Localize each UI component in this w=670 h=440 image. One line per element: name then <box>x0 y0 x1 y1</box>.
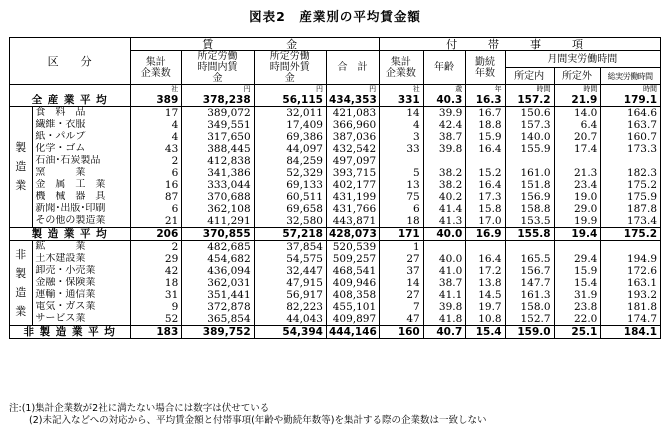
value-cell: 409,946 <box>326 277 379 289</box>
value-cell: 482,685 <box>182 241 254 254</box>
value-cell: 37 <box>380 265 424 277</box>
summary-value: 16.3 <box>466 94 505 107</box>
value-cell: 42.4 <box>423 119 466 131</box>
value-cell: 41.1 <box>423 289 466 301</box>
value-cell: 15.9 <box>554 265 601 277</box>
header-nenrei: 年齢 <box>423 51 466 85</box>
value-cell: 388,445 <box>182 143 254 155</box>
value-cell: 37,854 <box>254 241 326 254</box>
header-h-gai: 所定外 <box>554 68 601 85</box>
value-cell: 421,083 <box>326 107 379 120</box>
value-cell: 402,177 <box>326 179 379 191</box>
table-row <box>10 167 661 179</box>
value-cell: 52 <box>131 313 182 326</box>
value-cell: 497,097 <box>326 155 379 167</box>
value-cell <box>601 241 661 254</box>
value-cell: 147.7 <box>505 277 554 289</box>
industry-label: 鉱 業 <box>33 241 131 254</box>
summary-value: 389 <box>131 94 182 107</box>
value-cell: 18.8 <box>466 119 505 131</box>
value-cell <box>505 155 554 167</box>
value-cell: 42 <box>131 265 182 277</box>
summary-value: 57,218 <box>254 228 326 241</box>
value-cell: 75 <box>380 191 424 203</box>
industry-label: 食 料 品 <box>33 107 131 120</box>
industry-label: 電気・ガス業 <box>33 301 131 313</box>
value-cell <box>554 155 601 167</box>
summary-label: 非 製 造 業 平 均 <box>10 326 131 339</box>
value-cell: 41.0 <box>423 265 466 277</box>
summary-value: 175.2 <box>601 228 661 241</box>
value-cell: 15.8 <box>466 203 505 215</box>
header-shukei2: 集計 企業数 <box>380 51 424 85</box>
value-cell: 164.6 <box>601 107 661 120</box>
industry-label: 金 属 工 業 <box>33 179 131 191</box>
value-cell: 409,897 <box>326 313 379 326</box>
value-cell: 333,044 <box>182 179 254 191</box>
industry-label: その他の製造業 <box>33 215 131 228</box>
value-cell: 31.9 <box>554 289 601 301</box>
value-cell: 14.5 <box>466 289 505 301</box>
value-cell: 44,097 <box>254 143 326 155</box>
value-cell: 43 <box>131 143 182 155</box>
value-cell: 69,658 <box>254 203 326 215</box>
summary-value: 40.3 <box>423 94 466 107</box>
page-title: 図表2 産業別の平均賃金額 <box>249 9 421 24</box>
value-cell: 32,447 <box>254 265 326 277</box>
header-kubun: 区 分 <box>10 38 131 85</box>
unit-row <box>10 85 661 95</box>
value-cell: 21 <box>131 215 182 228</box>
value-cell: 152.7 <box>505 313 554 326</box>
value-cell: 17.0 <box>466 215 505 228</box>
value-cell: 14.0 <box>554 107 601 120</box>
value-cell <box>601 155 661 167</box>
industry-label: 紙・パルプ <box>33 131 131 143</box>
value-cell: 52,329 <box>254 167 326 179</box>
summary-row <box>10 94 661 107</box>
value-cell: 6 <box>380 203 424 215</box>
value-cell: 29.0 <box>554 203 601 215</box>
unit-blank <box>10 85 131 95</box>
header-row <box>10 38 661 51</box>
value-cell: 182.3 <box>601 167 661 179</box>
summary-value: 25.1 <box>554 326 601 339</box>
summary-value: 160 <box>380 326 424 339</box>
value-cell: 5 <box>380 167 424 179</box>
industry-label: 機 械 器 具 <box>33 191 131 203</box>
group-label: 製 造 業 <box>10 107 33 228</box>
value-cell: 163.1 <box>601 277 661 289</box>
summary-value: 389,752 <box>182 326 254 339</box>
value-cell: 39.8 <box>423 301 466 313</box>
value-cell <box>466 241 505 254</box>
value-cell: 17 <box>131 107 182 120</box>
value-cell: 22.0 <box>554 313 601 326</box>
header-getsukan: 月間実労働時間 <box>505 51 660 68</box>
value-cell: 20.7 <box>554 131 601 143</box>
industry-label: 土木建設業 <box>33 253 131 265</box>
value-cell: 187.8 <box>601 203 661 215</box>
value-cell: 151.8 <box>505 179 554 191</box>
notes <box>9 403 487 427</box>
value-cell: 6 <box>131 203 182 215</box>
value-cell: 16 <box>131 179 182 191</box>
unit-label: 円 <box>326 85 379 95</box>
summary-value: 331 <box>380 94 424 107</box>
note-2: (2)未記入などへの対応から、平均賃金額と付帯事項(年齢や勤続年数等)を集計する際の企業数は一致しない <box>29 415 487 426</box>
value-cell: 16.4 <box>466 143 505 155</box>
value-cell: 27 <box>380 289 424 301</box>
industry-label: サービス業 <box>33 313 131 326</box>
table-row <box>10 313 661 326</box>
industry-label: 窯 業 <box>33 167 131 179</box>
value-cell: 365,854 <box>182 313 254 326</box>
industry-label: 繊維・衣服 <box>33 119 131 131</box>
unit-label: 時間 <box>505 85 554 95</box>
value-cell: 84,259 <box>254 155 326 167</box>
unit-label: 歳 <box>423 85 466 95</box>
summary-row <box>10 228 661 241</box>
summary-value: 171 <box>380 228 424 241</box>
value-cell: 33 <box>380 143 424 155</box>
table-row <box>10 179 661 191</box>
value-cell: 40.0 <box>423 253 466 265</box>
value-cell: 193.2 <box>601 289 661 301</box>
value-cell: 454,682 <box>182 253 254 265</box>
header-futai: 付 帯 事 項 <box>380 38 661 51</box>
unit-label: 年 <box>466 85 505 95</box>
value-cell: 411,291 <box>182 215 254 228</box>
value-cell: 18 <box>131 277 182 289</box>
value-cell: 509,257 <box>326 253 379 265</box>
value-cell: 39.9 <box>423 107 466 120</box>
table-row <box>10 277 661 289</box>
summary-value: 40.0 <box>423 228 466 241</box>
summary-value: 184.1 <box>601 326 661 339</box>
value-cell: 153.5 <box>505 215 554 228</box>
value-cell: 69,386 <box>254 131 326 143</box>
value-cell: 157.3 <box>505 119 554 131</box>
value-cell: 9 <box>131 301 182 313</box>
value-cell: 140.0 <box>505 131 554 143</box>
table-row <box>10 191 661 203</box>
value-cell: 156.9 <box>505 191 554 203</box>
header-h-nai: 所定内 <box>505 68 554 85</box>
value-cell: 69,133 <box>254 179 326 191</box>
value-cell: 173.4 <box>601 215 661 228</box>
value-cell: 54,575 <box>254 253 326 265</box>
group-label: 非 製 造 業 <box>10 241 33 326</box>
value-cell: 408,358 <box>326 289 379 301</box>
value-cell: 161.3 <box>505 289 554 301</box>
table-row <box>10 203 661 215</box>
header-kinzoku: 勤続 年数 <box>466 51 505 85</box>
summary-value: 378,238 <box>182 94 254 107</box>
value-cell: 13.8 <box>466 277 505 289</box>
value-cell: 19.0 <box>554 191 601 203</box>
value-cell: 17.4 <box>554 143 601 155</box>
value-cell: 366,960 <box>326 119 379 131</box>
value-cell: 47,915 <box>254 277 326 289</box>
value-cell <box>423 155 466 167</box>
value-cell: 351,441 <box>182 289 254 301</box>
value-cell <box>423 241 466 254</box>
summary-value: 428,073 <box>326 228 379 241</box>
summary-label: 全 産 業 平 均 <box>10 94 131 107</box>
value-cell: 14 <box>380 277 424 289</box>
value-cell: 432,542 <box>326 143 379 155</box>
value-cell: 156.7 <box>505 265 554 277</box>
value-cell: 14 <box>380 107 424 120</box>
value-cell: 341,386 <box>182 167 254 179</box>
summary-value: 21.9 <box>554 94 601 107</box>
header-gokei: 合 計 <box>326 51 379 85</box>
value-cell: 17,409 <box>254 119 326 131</box>
header-h-sou: 総実労働時間 <box>601 68 661 85</box>
summary-value: 40.7 <box>423 326 466 339</box>
value-cell <box>466 155 505 167</box>
header-chingin: 賃 金 <box>131 38 380 51</box>
value-cell: 173.3 <box>601 143 661 155</box>
unit-label: 時間 <box>554 85 601 95</box>
value-cell: 389,072 <box>182 107 254 120</box>
summary-value: 183 <box>131 326 182 339</box>
value-cell: 362,031 <box>182 277 254 289</box>
value-cell: 16.4 <box>466 253 505 265</box>
header-shukei: 集計 企業数 <box>131 51 182 85</box>
value-cell: 15.9 <box>466 131 505 143</box>
value-cell: 158.8 <box>505 203 554 215</box>
value-cell: 468,541 <box>326 265 379 277</box>
value-cell: 4 <box>380 119 424 131</box>
industry-label: 新聞･出版･印刷 <box>33 203 131 215</box>
value-cell: 6 <box>131 167 182 179</box>
value-cell: 455,101 <box>326 301 379 313</box>
summary-value: 15.4 <box>466 326 505 339</box>
value-cell: 17.2 <box>466 265 505 277</box>
value-cell: 443,871 <box>326 215 379 228</box>
value-cell: 165.5 <box>505 253 554 265</box>
value-cell: 520,539 <box>326 241 379 254</box>
value-cell: 4 <box>131 119 182 131</box>
unit-label: 円 <box>182 85 254 95</box>
value-cell: 16.7 <box>466 107 505 120</box>
value-cell: 56,917 <box>254 289 326 301</box>
value-cell: 38.7 <box>423 131 466 143</box>
unit-label: 円 <box>254 85 326 95</box>
unit-label: 時間 <box>601 85 661 95</box>
value-cell: 155.9 <box>505 143 554 155</box>
summary-value: 434,353 <box>326 94 379 107</box>
value-cell: 15.4 <box>554 277 601 289</box>
value-cell: 412,838 <box>182 155 254 167</box>
value-cell: 2 <box>131 241 182 254</box>
value-cell: 2 <box>131 155 182 167</box>
value-cell: 431,766 <box>326 203 379 215</box>
value-cell: 38.2 <box>423 179 466 191</box>
summary-value: 370,855 <box>182 228 254 241</box>
industry-label: 化学・ゴム <box>33 143 131 155</box>
table-row <box>10 155 661 167</box>
value-cell: 1 <box>380 241 424 254</box>
value-cell: 82,223 <box>254 301 326 313</box>
value-cell: 7 <box>380 301 424 313</box>
value-cell <box>505 241 554 254</box>
value-cell: 372,878 <box>182 301 254 313</box>
value-cell: 161.0 <box>505 167 554 179</box>
table-row <box>10 241 661 254</box>
note-1: 注:(1)集計企業数が2社に満たない場合には数字は伏せている <box>9 403 270 414</box>
value-cell: 317,650 <box>182 131 254 143</box>
unit-label: 社 <box>380 85 424 95</box>
industry-label: 運輸・通信業 <box>33 289 131 301</box>
value-cell: 362,108 <box>182 203 254 215</box>
value-cell: 387,036 <box>326 131 379 143</box>
summary-value: 16.9 <box>466 228 505 241</box>
value-cell: 349,551 <box>182 119 254 131</box>
summary-row <box>10 326 661 339</box>
value-cell: 163.7 <box>601 119 661 131</box>
table-row <box>10 215 661 228</box>
value-cell: 19.7 <box>466 301 505 313</box>
value-cell: 175.2 <box>601 179 661 191</box>
value-cell: 29.4 <box>554 253 601 265</box>
value-cell: 172.6 <box>601 265 661 277</box>
value-cell: 175.9 <box>601 191 661 203</box>
summary-label: 製 造 業 平 均 <box>10 228 131 241</box>
summary-value: 56,115 <box>254 94 326 107</box>
value-cell: 32,580 <box>254 215 326 228</box>
value-cell: 23.4 <box>554 179 601 191</box>
value-cell: 13 <box>380 179 424 191</box>
value-cell: 15.2 <box>466 167 505 179</box>
summary-value: 179.1 <box>601 94 661 107</box>
value-cell: 16.4 <box>466 179 505 191</box>
summary-value: 157.2 <box>505 94 554 107</box>
value-cell: 18 <box>380 215 424 228</box>
value-cell: 3 <box>380 131 424 143</box>
table-row <box>10 131 661 143</box>
value-cell: 393,715 <box>326 167 379 179</box>
value-cell: 10.8 <box>466 313 505 326</box>
industry-label: 卸売・小売業 <box>33 265 131 277</box>
value-cell: 40.2 <box>423 191 466 203</box>
value-cell: 31 <box>131 289 182 301</box>
value-cell: 60,511 <box>254 191 326 203</box>
value-cell: 23.8 <box>554 301 601 313</box>
wage-table <box>9 37 661 339</box>
summary-value: 54,394 <box>254 326 326 339</box>
table-row <box>10 119 661 131</box>
summary-value: 159.0 <box>505 326 554 339</box>
value-cell: 6.4 <box>554 119 601 131</box>
value-cell: 150.6 <box>505 107 554 120</box>
value-cell: 436,094 <box>182 265 254 277</box>
value-cell: 181.8 <box>601 301 661 313</box>
value-cell: 44,043 <box>254 313 326 326</box>
table-row <box>10 253 661 265</box>
value-cell: 47 <box>380 313 424 326</box>
value-cell <box>380 155 424 167</box>
value-cell: 27 <box>380 253 424 265</box>
table-row <box>10 265 661 277</box>
header-shoteinai: 所定労働 時間内賃 金 <box>182 51 254 85</box>
summary-value: 155.8 <box>505 228 554 241</box>
value-cell: 17.3 <box>466 191 505 203</box>
value-cell: 158.0 <box>505 301 554 313</box>
value-cell: 41.8 <box>423 313 466 326</box>
value-cell: 194.9 <box>601 253 661 265</box>
table-row <box>10 143 661 155</box>
unit-label: 社 <box>131 85 182 95</box>
value-cell: 87 <box>131 191 182 203</box>
summary-value: 444,146 <box>326 326 379 339</box>
value-cell: 21.3 <box>554 167 601 179</box>
industry-label: 金融・保険業 <box>33 277 131 289</box>
value-cell: 41.3 <box>423 215 466 228</box>
value-cell: 39.8 <box>423 143 466 155</box>
industry-label: 石油･石炭製品 <box>33 155 131 167</box>
value-cell: 32,011 <box>254 107 326 120</box>
value-cell: 431,199 <box>326 191 379 203</box>
table-row <box>10 301 661 313</box>
value-cell: 41.4 <box>423 203 466 215</box>
summary-value: 206 <box>131 228 182 241</box>
value-cell: 174.7 <box>601 313 661 326</box>
table-row <box>10 289 661 301</box>
table-row <box>10 107 661 120</box>
header-shoteigai: 所定労働 時間外賃 金 <box>254 51 326 85</box>
value-cell: 160.7 <box>601 131 661 143</box>
value-cell: 29 <box>131 253 182 265</box>
summary-value: 19.4 <box>554 228 601 241</box>
value-cell: 19.9 <box>554 215 601 228</box>
value-cell: 370,688 <box>182 191 254 203</box>
value-cell: 4 <box>131 131 182 143</box>
value-cell <box>554 241 601 254</box>
value-cell: 38.2 <box>423 167 466 179</box>
value-cell: 38.7 <box>423 277 466 289</box>
